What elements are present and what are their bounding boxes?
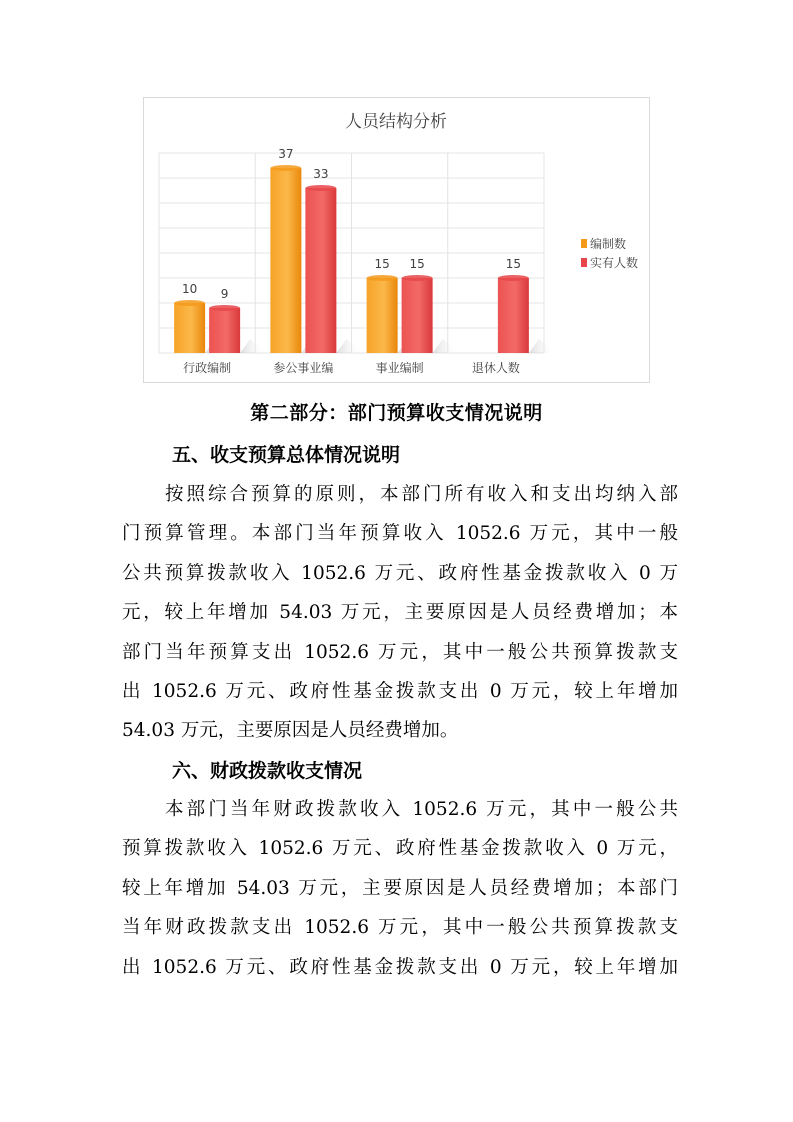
legend-swatch <box>581 239 587 248</box>
bar-实有人数 <box>498 278 529 353</box>
data-label: 9 <box>220 287 229 301</box>
legend-label: 编制数 <box>590 237 627 251</box>
section-5-body <box>122 475 678 751</box>
paragraph-line: 本部门当年财政拨款收入 1052.6 万元，其中一般公共 <box>165 799 678 820</box>
data-label: 10 <box>181 282 198 296</box>
chart-canvas <box>144 98 651 384</box>
paragraph-line: 较上年增加 54.03 万元，主要原因是人员经费增加；本部门 <box>122 877 678 899</box>
bar-编制数 <box>174 303 205 353</box>
bar-编制数 <box>367 278 398 353</box>
data-label: 33 <box>313 167 329 181</box>
section-5-heading: 五、收支预算总体情况说明 <box>172 444 401 466</box>
bar-编制数 <box>270 168 301 353</box>
bar-实有人数 <box>305 188 336 353</box>
bar-cap <box>367 275 398 281</box>
paragraph-line: 公共预算拨款收入 1052.6 万元、政府性基金拨款收入 0 万 <box>122 562 678 584</box>
legend-label: 实有人数 <box>590 256 639 270</box>
paragraph-line: 元，较上年增加 54.03 万元，主要原因是人员经费增加；本 <box>122 602 678 624</box>
bar-cap <box>270 165 301 171</box>
category-label: 退休人数 <box>471 361 520 375</box>
paragraph-line: 部门当年预算支出 1052.6 万元，其中一般公共预算拨款支 <box>122 641 678 663</box>
category-label: 事业编制 <box>375 361 424 375</box>
part-heading: 第二部分：部门预算收支情况说明 <box>250 402 543 424</box>
personnel-chart <box>143 97 650 383</box>
section-6-body <box>122 790 678 987</box>
bar-shadow <box>529 339 555 353</box>
chart-title: 人员结构分析 <box>345 112 447 132</box>
paragraph-line: 当年财政拨款支出 1052.6 万元，其中一般公共预算拨款支 <box>122 917 678 939</box>
legend-swatch <box>581 258 587 267</box>
bar-shadow <box>433 339 459 353</box>
paragraph-line: 门预算管理。本部门当年预算收入 1052.6 万元，其中一般 <box>122 523 678 545</box>
bar-shadow <box>240 339 266 353</box>
paragraph-line: 出 1052.6 万元、政府性基金拨款支出 0 万元，较上年增加 <box>122 680 678 702</box>
paragraph-line: 出 1052.6 万元、政府性基金拨款支出 0 万元，较上年增加 <box>122 956 678 978</box>
data-label: 15 <box>505 257 522 271</box>
bar-cap <box>402 275 433 281</box>
bar-cap <box>305 185 336 191</box>
bar-shadow <box>336 339 362 353</box>
section-6-heading: 六、财政拨款收支情况 <box>172 760 363 782</box>
bar-cap <box>209 305 240 311</box>
data-label: 15 <box>409 257 425 271</box>
bar-实有人数 <box>402 278 433 353</box>
bar-cap <box>174 300 205 306</box>
paragraph-line: 按照综合预算的原则，本部门所有收入和支出均纳入部 <box>165 484 678 505</box>
bar-实有人数 <box>209 308 240 353</box>
data-label: 15 <box>374 257 390 271</box>
bar-cap <box>498 275 529 281</box>
category-label: 行政编制 <box>183 361 232 375</box>
paragraph-line: 预算拨款收入 1052.6 万元、政府性基金拨款收入 0 万元， <box>122 838 678 860</box>
category-label: 参公事业编 <box>273 361 334 375</box>
data-label: 37 <box>278 147 294 161</box>
paragraph-line: 54.03 万元，主要原因是人员经费增加。 <box>122 720 459 742</box>
